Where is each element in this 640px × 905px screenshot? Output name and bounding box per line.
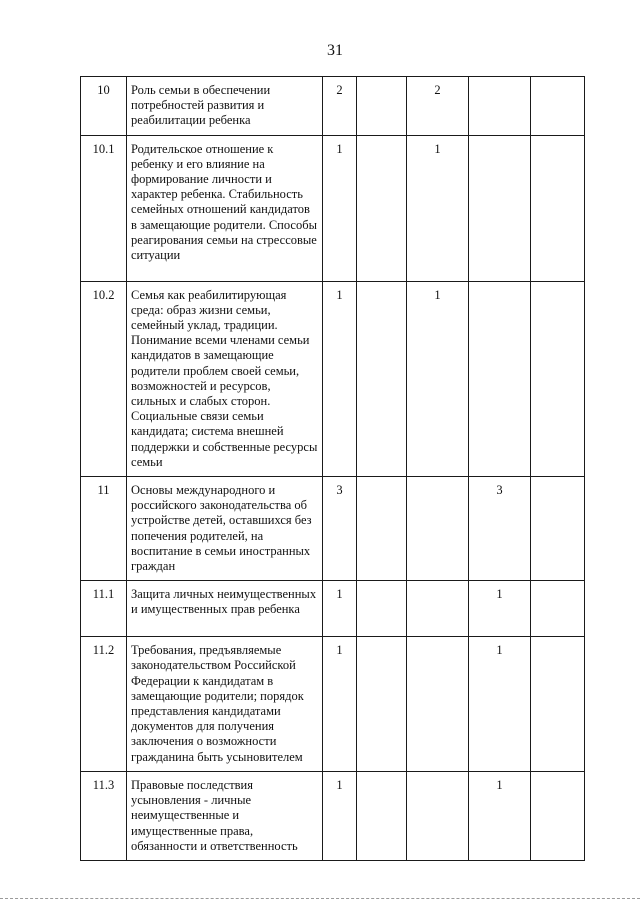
curriculum-table (80, 76, 585, 861)
row-number: 11.2 (81, 637, 127, 772)
topic-cell: Защита личных неимущественных и имущественных прав ребенка (127, 581, 323, 637)
topic-cell: Основы международного и российского законодательства об устройстве детей, оставшихся без попечения родителей, на воспитание в семьи иностранных граждан (127, 477, 323, 581)
hours-cell-5 (531, 771, 585, 860)
topic-cell: Роль семьи в обеспечении потребностей развития и реабилитации ребенка (127, 77, 323, 136)
total-hours-cell: 3 (323, 477, 357, 581)
table-row (81, 637, 585, 772)
hours-cell-5 (531, 135, 585, 281)
hours-cell-4 (469, 77, 531, 136)
page-edge-line (0, 898, 640, 899)
total-hours-cell: 1 (323, 581, 357, 637)
row-number: 10.2 (81, 281, 127, 476)
hours-cell-5 (531, 637, 585, 772)
hours-cell-3: 2 (407, 77, 469, 136)
table-row (81, 771, 585, 860)
hours-cell-3: 1 (407, 281, 469, 476)
total-hours-cell: 1 (323, 771, 357, 860)
topic-cell: Правовые последствия усыновления - личные неимущественные и имущественные права, обязанности и ответственность (127, 771, 323, 860)
table-row (81, 77, 585, 136)
total-hours-cell: 1 (323, 637, 357, 772)
row-number: 10 (81, 77, 127, 136)
hours-cell-3 (407, 581, 469, 637)
hours-cell-2 (357, 637, 407, 772)
hours-cell-4: 3 (469, 477, 531, 581)
hours-cell-2 (357, 77, 407, 136)
hours-cell-2 (357, 581, 407, 637)
total-hours-cell: 1 (323, 135, 357, 281)
hours-cell-4 (469, 135, 531, 281)
hours-cell-5 (531, 281, 585, 476)
hours-cell-5 (531, 581, 585, 637)
hours-cell-4: 1 (469, 637, 531, 772)
hours-cell-2 (357, 135, 407, 281)
hours-cell-3 (407, 477, 469, 581)
table-row (81, 135, 585, 281)
hours-cell-3 (407, 771, 469, 860)
hours-cell-3 (407, 637, 469, 772)
hours-cell-2 (357, 771, 407, 860)
hours-cell-4: 1 (469, 771, 531, 860)
topic-cell: Требования, предъявляемые законодательством Российской Федерации к кандидатам в замещающие родители; порядок представления кандидатами документов для получения заключения о возможности гражданина быть усыновителем (127, 637, 323, 772)
hours-cell-2 (357, 281, 407, 476)
row-number: 10.1 (81, 135, 127, 281)
topic-cell: Семья как реабилитирующая среда: образ жизни семьи, семейный уклад, традиции. Понимание всеми членами семьи кандидатов в замещающие родители проблем своей семьи, возможностей и ресурсов, сильных и слабых сторон. Социальные связи семьи кандидата; система внешней поддержки и собственные ресурсы семьи (127, 281, 323, 476)
page-number: 31 (327, 42, 343, 59)
row-number: 11 (81, 477, 127, 581)
total-hours-cell: 2 (323, 77, 357, 136)
topic-cell: Родительское отношение к ребенку и его влияние на формирование личности и характер ребенка. Стабильность семейных отношений кандидатов в замещающие родители. Способы реагирования семьи на стрессовые ситуации (127, 135, 323, 281)
total-hours-cell: 1 (323, 281, 357, 476)
hours-cell-5 (531, 477, 585, 581)
table-row (81, 477, 585, 581)
hours-cell-2 (357, 477, 407, 581)
table-row (81, 581, 585, 637)
table-row (81, 281, 585, 476)
hours-cell-5 (531, 77, 585, 136)
row-number: 11.3 (81, 771, 127, 860)
hours-cell-4 (469, 281, 531, 476)
hours-cell-3: 1 (407, 135, 469, 281)
hours-cell-4: 1 (469, 581, 531, 637)
row-number: 11.1 (81, 581, 127, 637)
